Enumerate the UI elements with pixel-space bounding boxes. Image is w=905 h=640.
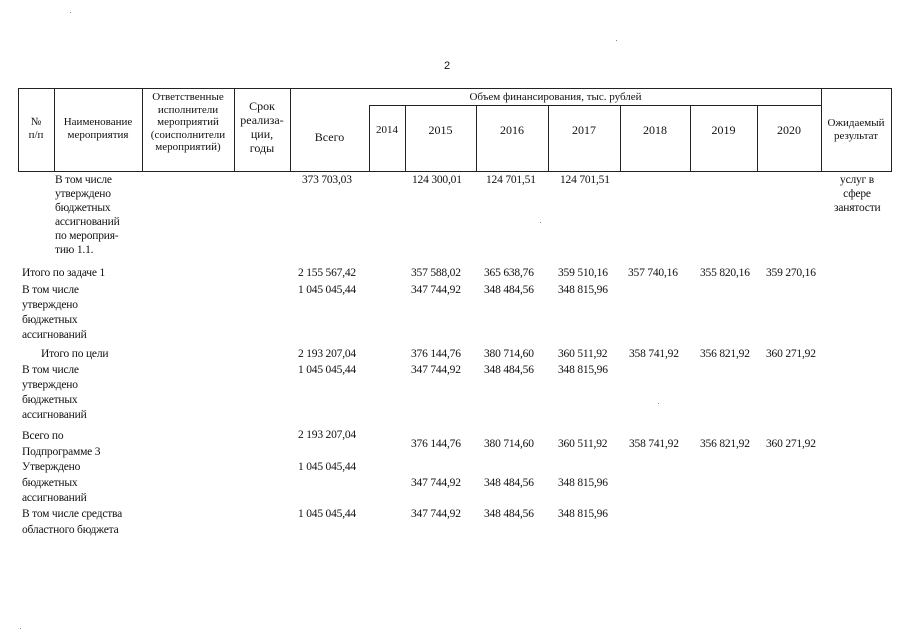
cell-2016: 348 484,56 <box>484 284 534 296</box>
row-label: Утверждено бюджетных ассигнований <box>22 461 87 504</box>
header-name: Наименование мероприятия <box>63 116 133 141</box>
cell-2015: 347 744,92 <box>411 508 461 520</box>
cell-2016: 380 714,60 <box>484 348 534 360</box>
cell-2017: 124 701,51 <box>560 174 610 186</box>
cell-2017: 360 511,92 <box>558 348 608 360</box>
cell-2018: 358 741,92 <box>629 348 679 360</box>
col-border <box>891 88 892 172</box>
col-border <box>548 105 549 172</box>
cell-total: 2 193 207,04 <box>298 348 356 360</box>
cell-2016: 348 484,56 <box>484 508 534 520</box>
cell-2017: 360 511,92 <box>558 438 608 450</box>
scan-speck <box>70 12 71 13</box>
row-label: В том числе утверждено бюджетных ассигнований <box>22 364 87 421</box>
funding-subheader-line <box>369 105 821 106</box>
cell-total: 1 045 045,44 <box>298 364 356 376</box>
header-term: Срок реализа- ции, годы <box>240 99 284 155</box>
row-label: В том числе средства областного бюджета <box>22 508 123 536</box>
page-number: 2 <box>444 60 451 72</box>
scan-speck <box>540 222 541 223</box>
row-label: В том числе утверждено бюджетных ассигнований <box>22 284 87 341</box>
header-year-2015: 2015 <box>428 123 453 137</box>
col-border <box>690 105 691 172</box>
cell-2020: 359 270,16 <box>766 267 816 279</box>
cell-2016: 124 701,51 <box>486 174 536 186</box>
header-num: № п/п <box>28 116 44 141</box>
row-label: Всего по Подпрограмме 3 <box>22 430 101 458</box>
header-year-2019: 2019 <box>711 123 736 137</box>
header-result: Ожидаемый результат <box>827 117 885 142</box>
cell-2017: 348 815,96 <box>558 508 608 520</box>
cell-2018: 358 741,92 <box>629 438 679 450</box>
col-border <box>620 105 621 172</box>
scan-speck <box>20 628 21 629</box>
header-year-2018: 2018 <box>643 123 667 137</box>
cell-2019: 356 821,92 <box>700 438 750 450</box>
cell-2017: 348 815,96 <box>558 284 608 296</box>
cell-2015: 124 300,01 <box>412 174 462 186</box>
header-bottom-border <box>18 171 892 172</box>
col-border <box>405 105 406 172</box>
header-year-2016: 2016 <box>500 123 524 137</box>
cell-2015: 376 144,76 <box>411 348 461 360</box>
header-total: Всего <box>314 130 345 144</box>
cell-2015: 347 744,92 <box>411 477 461 489</box>
cell-2016: 380 714,60 <box>484 438 534 450</box>
cell-2020: 360 271,92 <box>766 348 816 360</box>
col-border <box>757 105 758 172</box>
cell-2018: 357 740,16 <box>628 267 678 279</box>
cell-2017: 348 815,96 <box>558 477 608 489</box>
cell-total: 2 193 207,04 <box>298 429 356 441</box>
cell-2020: 360 271,92 <box>766 438 816 450</box>
cell-2015: 347 744,92 <box>411 364 461 376</box>
row-label: В том числе утверждено бюджетных ассигнований по мероприя- тию 1.1. <box>55 174 120 256</box>
cell-2019: 356 821,92 <box>700 348 750 360</box>
cell-result: услуг в сфере занятости <box>834 174 881 214</box>
header-funding: Объем финансирования, тыс. рублей <box>469 91 642 103</box>
cell-total: 373 703,03 <box>302 174 352 186</box>
cell-2015: 357 588,02 <box>411 267 461 279</box>
cell-total: 2 155 567,42 <box>298 267 356 279</box>
cell-total: 1 045 045,44 <box>298 461 356 473</box>
header-year-2017: 2017 <box>572 123 596 137</box>
row-label: Итого по цели <box>41 348 109 360</box>
scan-speck <box>658 403 659 404</box>
cell-2016: 348 484,56 <box>484 477 534 489</box>
header-year-2020: 2020 <box>777 123 801 137</box>
cell-2015: 347 744,92 <box>411 284 461 296</box>
cell-2016: 365 638,76 <box>484 267 534 279</box>
cell-2016: 348 484,56 <box>484 364 534 376</box>
cell-2017: 348 815,96 <box>558 364 608 376</box>
cell-2017: 359 510,16 <box>558 267 608 279</box>
header-responsible: Ответственные исполнители мероприятий (соисполнители мероприятий) <box>150 91 226 153</box>
cell-2015: 376 144,76 <box>411 438 461 450</box>
col-border <box>369 105 370 172</box>
cell-2019: 355 820,16 <box>700 267 750 279</box>
table-top-border <box>18 88 892 89</box>
scan-speck <box>616 40 617 41</box>
col-border <box>476 105 477 172</box>
header-year-2014: 2014 <box>376 124 398 136</box>
cell-total: 1 045 045,44 <box>298 284 356 296</box>
cell-total: 1 045 045,44 <box>298 508 356 520</box>
row-label: Итого по задаче 1 <box>22 267 106 279</box>
